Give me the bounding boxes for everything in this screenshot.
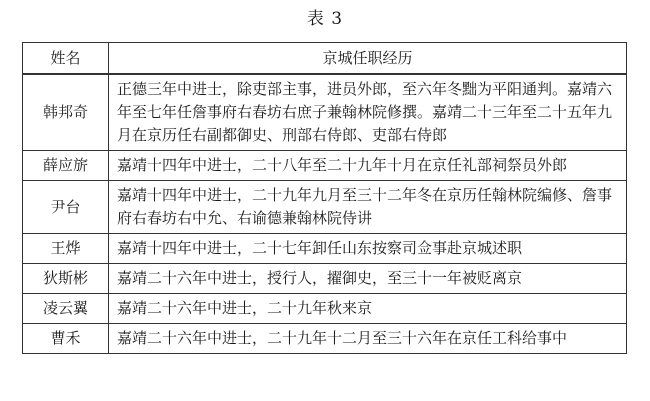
table-row [23, 324, 627, 354]
row-name: 韩邦奇 [23, 74, 109, 151]
table-caption: 表 3 [306, 9, 344, 29]
row-name: 狄斯彬 [23, 264, 109, 294]
row-career: 嘉靖十四年中进士，二十七年卸任山东按察司佥事赴京城述职 [109, 234, 627, 264]
row-name: 尹台 [23, 181, 109, 234]
table-row [23, 264, 627, 294]
table-row [23, 181, 627, 234]
table-header-row [23, 43, 627, 75]
career-table [22, 42, 627, 354]
table-row [23, 74, 627, 151]
table-row [23, 151, 627, 181]
row-name: 王烨 [23, 234, 109, 264]
row-name: 曹禾 [23, 324, 109, 354]
row-career: 嘉靖十四年中进士，二十八年至二十九年十月在京任礼部祠祭员外郎 [109, 151, 627, 181]
row-career: 嘉靖二十六年中进士，二十九年秋来京 [109, 294, 627, 324]
header-career: 京城任职经历 [109, 43, 627, 75]
row-career: 嘉靖十四年中进士，二十九年九月至三十二年冬在京历任翰林院编修、詹事府右春坊右中允、右谕德兼翰林院侍讲 [109, 181, 627, 234]
header-name: 姓名 [23, 43, 109, 75]
row-career: 嘉靖二十六年中进士，授行人，擢御史，至三十一年被贬离京 [109, 264, 627, 294]
table-row [23, 234, 627, 264]
table-row [23, 294, 627, 324]
row-name: 凌云翼 [23, 294, 109, 324]
row-name: 薛应旂 [23, 151, 109, 181]
row-career: 正德三年中进士，除吏部主事，进员外郎，至六年冬黜为平阳通判。嘉靖六年至七年任詹事府右春坊右庶子兼翰林院修撰。嘉靖二十三年至二十五年九月在京历任右副都御史、刑部右侍郎、吏部右侍郎 [109, 74, 627, 151]
row-career: 嘉靖二十六年中进士，二十九年十二月至三十六年在京任工科给事中 [109, 324, 627, 354]
